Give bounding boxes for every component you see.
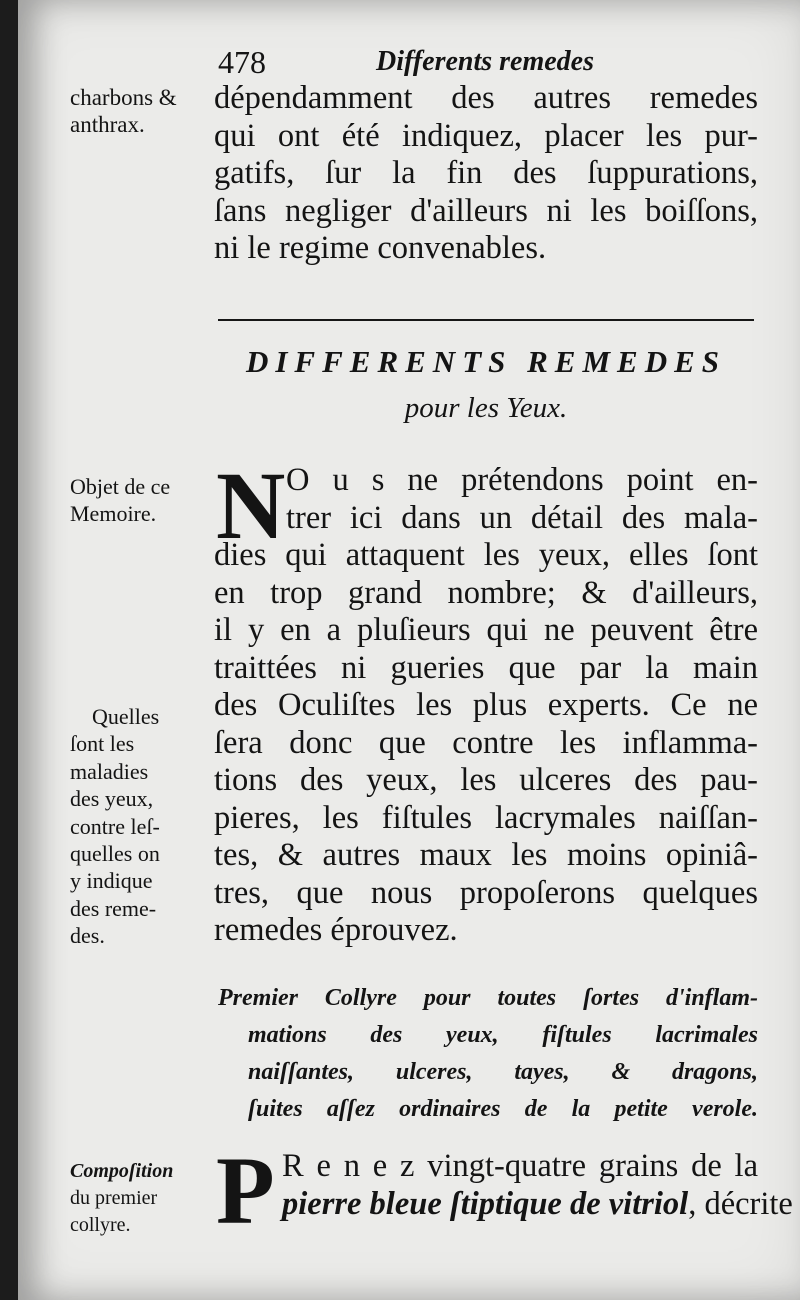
text-line: ſans negliger d'ailleurs ni les boiſſons, xyxy=(214,192,758,229)
margin-line: Objet de ce xyxy=(70,474,171,499)
margin-note-charbons xyxy=(70,84,177,138)
margin-line: contre leſ- xyxy=(70,813,160,839)
text-line: traittées ni gueries que par la main xyxy=(214,649,758,686)
margin-line: y indique xyxy=(70,868,153,894)
section-subtitle: pour les Yeux. xyxy=(404,392,568,424)
margin-line: des reme- xyxy=(70,895,157,921)
text-line: tes, & autres maux les moins opiniâ- xyxy=(214,837,758,873)
text-line: en trop grand nombre; & d'ailleurs, xyxy=(214,574,758,611)
text-line: qui ont été indiquez, placer les pur- xyxy=(214,117,758,154)
margin-line: charbons & xyxy=(70,85,177,110)
text-line: des Oculiſtes les plus experts. Ce ne xyxy=(214,687,758,723)
section-rule xyxy=(218,319,754,321)
text-line: remedes éprouvez. xyxy=(214,912,458,948)
text-line: trer ici dans un détail des mala- xyxy=(286,499,758,536)
margin-line: du premier xyxy=(70,1187,158,1209)
margin-line: ſont les xyxy=(70,731,135,757)
paragraph-2 xyxy=(214,452,758,950)
margin-line: collyre. xyxy=(70,1214,131,1236)
drop-cap-n: N xyxy=(216,452,286,559)
text-line: tions des yeux, les ulceres des pau- xyxy=(214,762,758,798)
margin-note-objet xyxy=(70,473,170,527)
margin-line: des yeux, xyxy=(70,786,154,812)
text-line: dies qui attaquent les yeux, elles ſont xyxy=(214,537,758,573)
heading-line: naiſſantes, ulceres, tayes, & dragons, xyxy=(248,1059,758,1085)
margin-line: maladies xyxy=(70,758,149,784)
text-line: gatifs, ſur la fin des ſuppurations, xyxy=(214,155,758,191)
heading-line: Premier Collyre pour toutes ſortes d'inflam- xyxy=(218,985,758,1011)
text-line: il y en a pluſieurs qui ne peuvent être xyxy=(214,612,758,648)
paragraph-1 xyxy=(214,80,758,268)
heading-line: mations des yeux, fiſtules lacrimales xyxy=(248,1022,758,1048)
running-head: Differents remedes xyxy=(376,46,594,77)
margin-line: des. xyxy=(70,923,105,949)
text-line: dépendamment des autres remedes xyxy=(214,80,758,116)
recipe-heading xyxy=(218,980,758,1128)
margin-line: quelles on xyxy=(70,841,160,867)
text-line: pieres, les fiſtules lacrymales naiſſan- xyxy=(214,799,758,836)
paragraph-3 xyxy=(214,1148,793,1223)
text-line: O u s ne prétendons point en- xyxy=(286,462,758,498)
text-line: R e n e z vingt-quatre grains de la xyxy=(282,1148,758,1184)
italic-term: pierre bleue ſtiptique de vitriol xyxy=(282,1185,689,1222)
text-line: ni le regime convenables. xyxy=(214,230,547,266)
section-title: DIFFERENTS REMEDES xyxy=(245,344,727,379)
page-number: 478 xyxy=(218,44,266,80)
margin-note-quelles xyxy=(70,703,160,950)
heading-line: ſuites aſſez ordinaires de la petite verole. xyxy=(248,1096,758,1122)
margin-line: anthrax. xyxy=(70,112,145,137)
text-line: tres, que nous propoſerons quelques xyxy=(214,874,758,911)
margin-line: Memoire. xyxy=(70,501,157,526)
text-line: ſera donc que contre les inflamma- xyxy=(214,724,758,761)
text-fragment: , décrite xyxy=(688,1185,793,1222)
margin-note-composition xyxy=(70,1158,173,1239)
drop-cap-p: P xyxy=(216,1137,275,1244)
book-page xyxy=(18,0,800,1300)
margin-line: Compoſition xyxy=(70,1160,174,1182)
margin-line: Quelles xyxy=(92,704,160,729)
text-line-composite xyxy=(214,1185,793,1224)
